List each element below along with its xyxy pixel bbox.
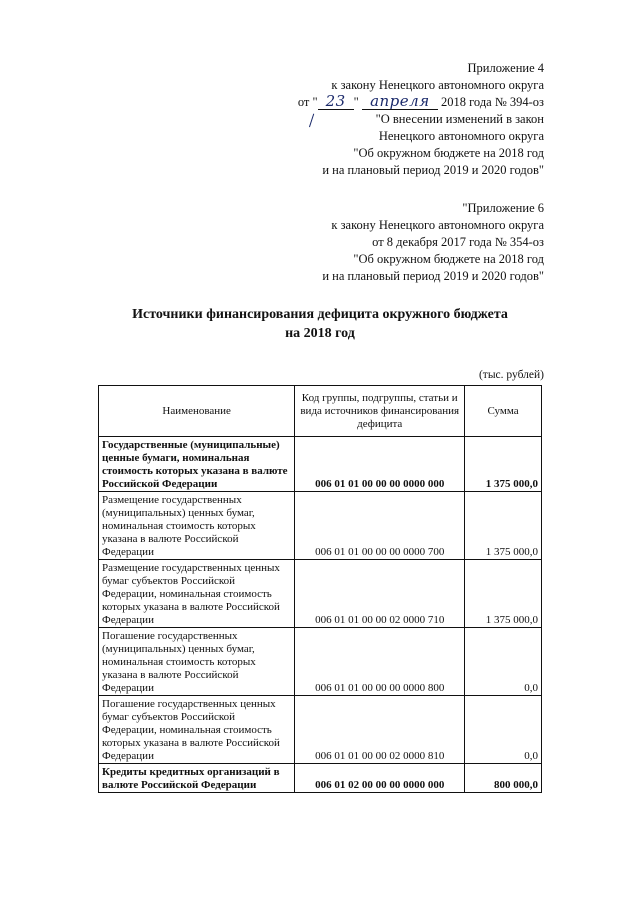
- date-mid: ": [353, 95, 359, 109]
- date-day-field: [318, 92, 354, 110]
- date-prefix: от ": [297, 95, 318, 109]
- header-sum: Сумма: [465, 386, 542, 437]
- header-name: Наименование: [99, 386, 295, 437]
- financing-sources-table: [98, 385, 542, 793]
- table-row: [99, 492, 542, 560]
- date-month-field: [362, 92, 438, 110]
- row-code: 006 01 01 00 00 00 0000 000: [295, 437, 465, 492]
- document-title: [0, 305, 640, 343]
- row-code: 006 01 01 00 00 02 0000 710: [295, 560, 465, 628]
- row-code: 006 01 01 00 00 02 0000 810: [295, 696, 465, 764]
- table-row: [99, 628, 542, 696]
- appendix-4-subject-1: "О внесении изменений в закон: [375, 112, 544, 126]
- row-name: Погашение государственных (муниципальных) ценных бумаг, номинальная стоимость которых указана в валюте Российской Федерации: [99, 628, 295, 696]
- date-day-handwritten: 23: [325, 92, 346, 110]
- row-name: Размещение государственных (муниципальных) ценных бумаг, номинальная стоимость которых указана в валюте Российской Федерации: [99, 492, 295, 560]
- row-name: Погашение государственных ценных бумаг субъектов Российской Федерации, номинальная стоимость которых указана в валюте Российской Федерации: [99, 696, 295, 764]
- appendix-6-title: "Приложение 6: [462, 201, 544, 215]
- appendix-4-header: [298, 60, 544, 179]
- units-label: (тыс. рублей): [478, 369, 544, 381]
- appendix-4-date-line: [298, 94, 544, 111]
- table-row: [99, 560, 542, 628]
- row-name: Размещение государственных ценных бумаг субъектов Российской Федерации, номинальная стоимость которых указана в валюте Российской Федерации: [99, 560, 295, 628]
- document-title-line-2: на 2018 год: [285, 326, 355, 341]
- row-name: Государственные (муниципальные) ценные бумаги, номинальная стоимость которых указана в валюте Российской Федерации: [99, 437, 295, 492]
- appendix-6-date: от 8 декабря 2017 года № 354-оз: [372, 235, 544, 249]
- table-row: [99, 437, 542, 492]
- appendix-4-subject-2: Ненецкого автономного округа: [378, 129, 544, 143]
- row-sum: 800 000,0: [465, 764, 542, 793]
- row-sum: 1 375 000,0: [465, 560, 542, 628]
- appendix-4-title: Приложение 4: [467, 61, 544, 75]
- row-code: 006 01 02 00 00 00 0000 000: [295, 764, 465, 793]
- row-name: Кредиты кредитных организаций в валюте Российской Федерации: [99, 764, 295, 793]
- appendix-4-subject-3: "Об окружном бюджете на 2018 год: [353, 146, 544, 160]
- row-sum: 1 375 000,0: [465, 492, 542, 560]
- row-sum: 0,0: [465, 696, 542, 764]
- appendix-6-subject-2: и на плановый период 2019 и 2020 годов": [322, 269, 544, 283]
- date-suffix: 2018 года № 394-оз: [440, 95, 544, 109]
- appendix-6-law: к закону Ненецкого автономного округа: [331, 218, 544, 232]
- row-sum: 1 375 000,0: [465, 437, 542, 492]
- row-code: 006 01 01 00 00 00 0000 800: [295, 628, 465, 696]
- row-code: 006 01 01 00 00 00 0000 700: [295, 492, 465, 560]
- table-row: [99, 696, 542, 764]
- row-sum: 0,0: [465, 628, 542, 696]
- document-title-line-1: Источники финансирования дефицита окружного бюджета: [132, 307, 508, 322]
- table-row: [99, 764, 542, 793]
- appendix-6-header: [322, 200, 544, 285]
- appendix-4-law: к закону Ненецкого автономного округа: [331, 78, 544, 92]
- appendix-6-subject-1: "Об окружном бюджете на 2018 год: [353, 252, 544, 266]
- table-header-row: [99, 386, 542, 437]
- appendix-4-subject-4: и на плановый период 2019 и 2020 годов": [322, 163, 544, 177]
- header-code: Код группы, подгруппы, статьи и вида источников финансирования дефицита: [295, 386, 465, 437]
- date-month-handwritten: апреля: [370, 92, 430, 110]
